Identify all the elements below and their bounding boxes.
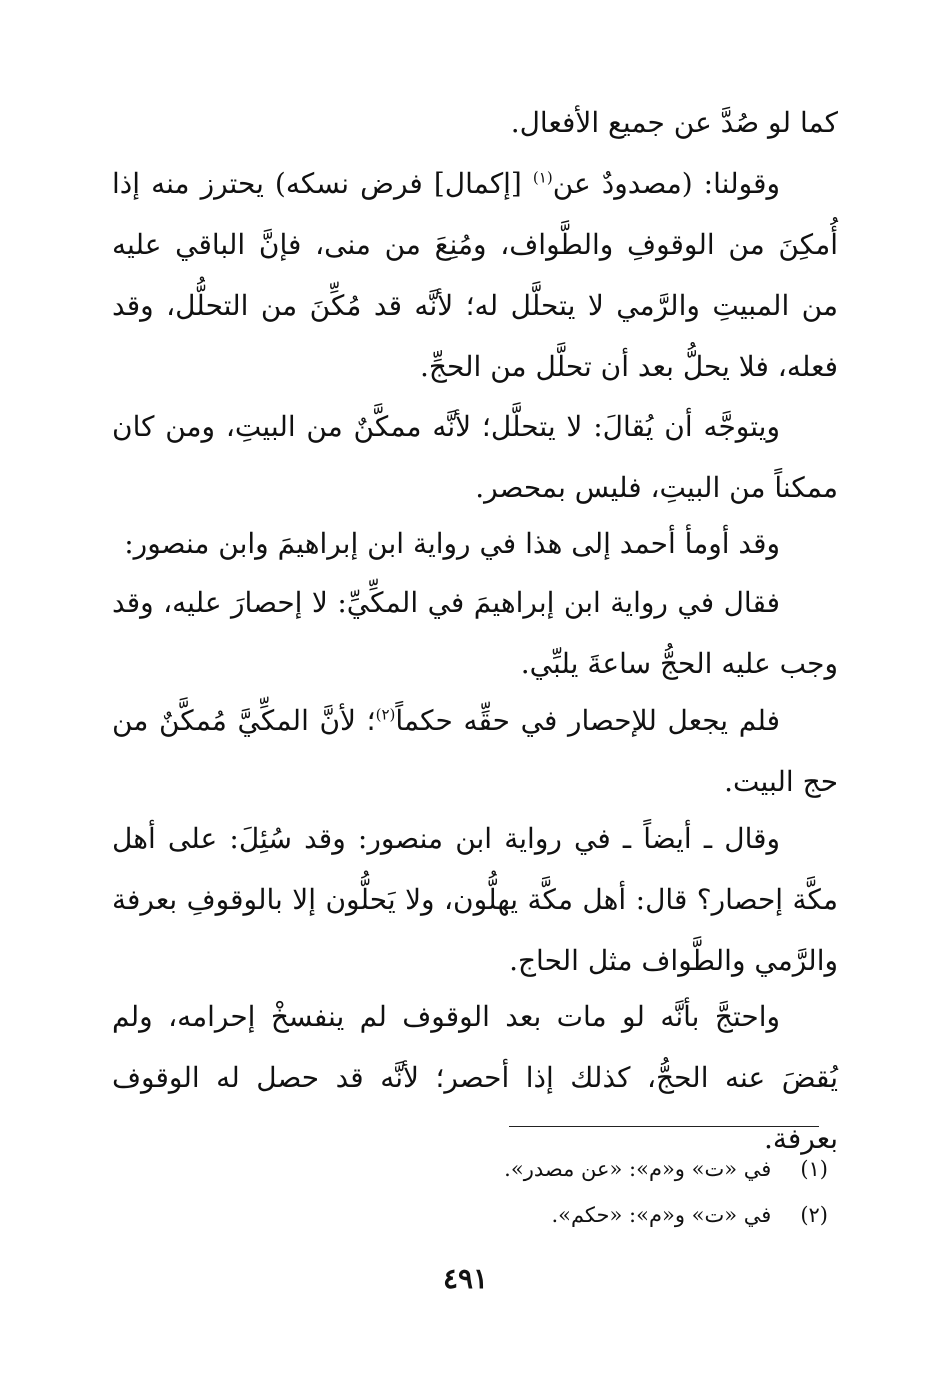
paragraph-8	[112, 986, 838, 1169]
paragraph-text	[112, 690, 838, 812]
paragraph-2	[112, 153, 838, 397]
footnote-number: (٢)	[800, 1203, 828, 1227]
paragraph-text: وقال ـ أيضاً ـ في رواية ابن منصور: وقد سُئِلَ: على أهل مكَّة إحصار؟ قال: أهل مكَّة يهلُّون، ولا يَحلُّون إلا بالوقوفِ بعرفة والرَّمي والطَّواف مثل الحاج.	[112, 822, 838, 977]
paragraph-text: كما لو صُدَّ عن جميع الأفعال.	[510, 106, 838, 139]
paragraph-text: فقال في رواية ابن إبراهيمَ في المكِّيِّ: لا إحصارَ عليه، وقد وجب عليه الحجُّ ساعةَ يلبِّي.	[112, 586, 838, 680]
footnotes	[112, 1146, 828, 1238]
paragraph-4	[112, 513, 838, 574]
paragraph-text-start: فلم يجعل للإحصار في حقِّه حكماً	[395, 704, 781, 737]
paragraph-6	[112, 690, 838, 812]
paragraph-text: وقد أومأ أحمد إلى هذا في رواية ابن إبراهيمَ وابن منصور:	[124, 527, 780, 560]
paragraph-text-end: ؛ لأنَّ المكِّيَّ مُمكَّنٌ من حج البيت.	[112, 704, 838, 798]
paragraph-1	[112, 92, 838, 153]
footnote-ref-1[interactable]: (١)	[532, 168, 553, 187]
paragraph-text: ويتوجَّه أن يُقالَ: لا يتحلَّل؛ لأنَّه ممكَّنٌ من البيتِ، ومن كان ممكناً من البيتِ، فليس بمحصر.	[112, 410, 838, 504]
paragraph-7	[112, 808, 838, 991]
paragraph-text: واحتجَّ بأنَّه لو مات بعد الوقوف لم ينفسخْ إحرامه، ولم يُقضَ عنه الحجُّ، كذلك إذا أحصر؛ لأنَّه قد حصل له الوقوف بعرفة.	[112, 1000, 838, 1155]
footnote-2	[112, 1192, 828, 1238]
paragraph-3	[112, 396, 838, 518]
paragraph-text-start: وقولنا: (مصدودٌ عن	[552, 167, 780, 200]
footnote-1	[112, 1146, 828, 1192]
footnote-number: (١)	[800, 1157, 828, 1181]
footnote-ref-2[interactable]: (٢)	[375, 705, 396, 724]
paragraph-text	[112, 153, 838, 397]
footnote-text: في «ت» و«م»: «حكم».	[551, 1203, 772, 1227]
paragraph-text-end: [إكمال] فرض نسكه) يحترز منه إذا أُمكِنَ من الوقوفِ والطَّواف، ومُنِعَ من منى، فإنَّ الباقي عليه من المبيتِ والرَّمي لا يتحلَّل له؛ لأنَّه قد مُكِّنَ من التحلُّل، وقد فعله، فلا يحلُّ بعد أن تحلَّل من الحجِّ.	[112, 167, 838, 383]
footnote-divider	[509, 1126, 819, 1127]
page-number: ٤٩١	[442, 1262, 489, 1295]
footnote-text: في «ت» و«م»: «عن مصدر».	[504, 1157, 772, 1181]
paragraph-5	[112, 572, 838, 694]
